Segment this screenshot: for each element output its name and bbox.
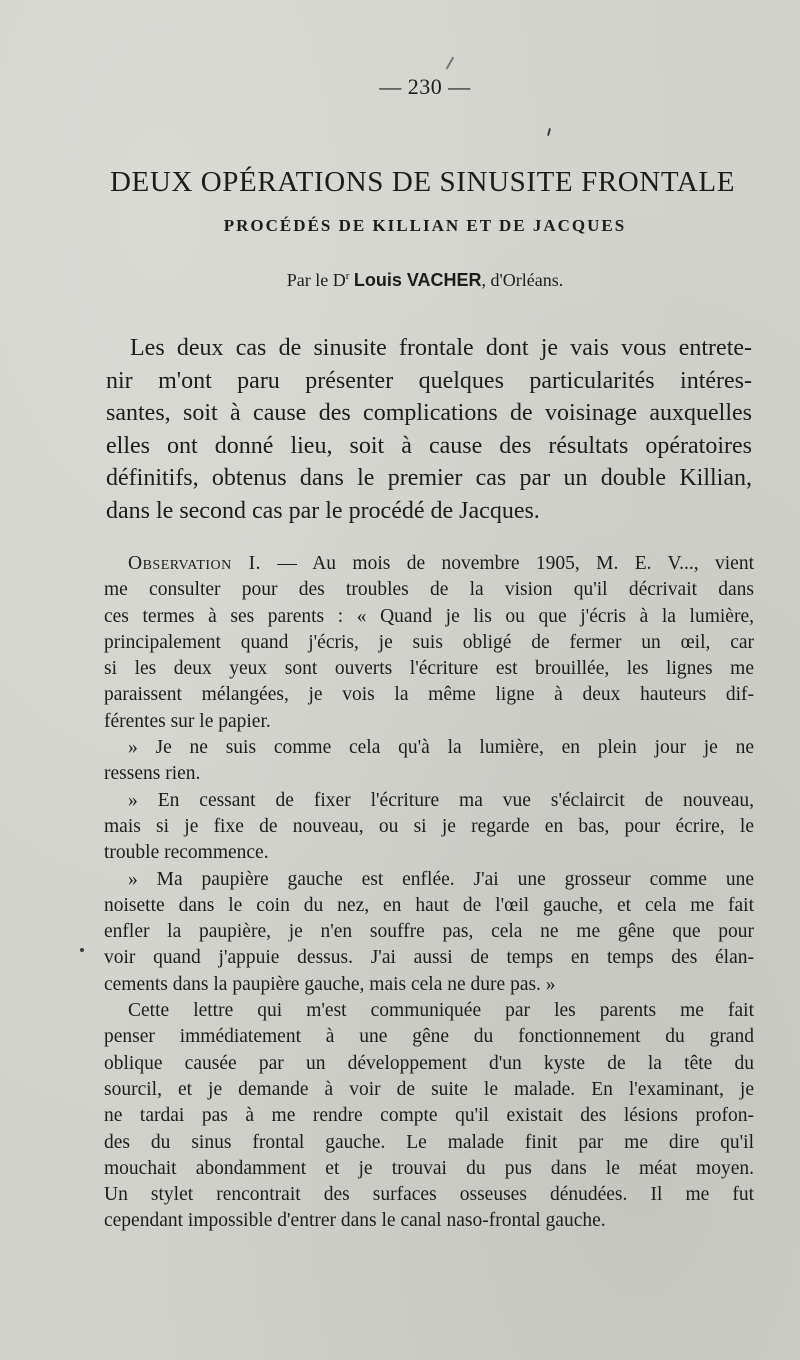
article-subtitle: PROCÉDÉS DE KILLIAN ET DE JACQUES	[223, 216, 627, 235]
text-line: cependant impossible d'entrer dans le canal naso-frontal gauche.	[104, 1210, 606, 1232]
observation-heading: Observation I.	[128, 553, 262, 574]
text-line: » En cessant de fixer l'écriture ma vue s'éclaircit de nouveau,	[128, 789, 754, 811]
text-line: férentes sur le papier.	[104, 710, 271, 732]
byline-prefix: Par le D	[286, 270, 346, 290]
text-line: penser immédiatement à une gêne du fonctionnement du grand	[104, 1026, 754, 1048]
byline-suffix: , d'Orléans.	[481, 270, 564, 290]
text-line: santes, soit à cause des complications de voisinage auxquelles	[106, 400, 752, 426]
text-line: cements dans la paupière gauche, mais cela ne dure pas. »	[104, 973, 556, 995]
text-fragment: — Au mois de novembre 1905, M. E. V..., vient	[261, 553, 754, 574]
text-line: Cette lettre qui m'est communiquée par les parents me fait	[128, 1000, 754, 1022]
article-title: DEUX OPÉRATIONS DE SINUSITE FRONTALE	[109, 166, 736, 198]
text-line: sourcil, et je demande à voir de suite le malade. En l'examinant, je	[104, 1078, 754, 1100]
author-name: Louis VACHER	[353, 270, 482, 290]
observation-first-line	[104, 551, 754, 577]
text-line: me consulter pour des troubles de la vision qu'il décrivait dans	[104, 579, 754, 601]
introduction-paragraph	[106, 332, 752, 527]
text-line: paraissent mélangées, je vois la même ligne à deux hauteurs dif-	[104, 684, 754, 706]
text-line: oblique causée par un développement d'un kyste de la tête du	[104, 1052, 754, 1074]
text-line: Les deux cas de sinusite frontale dont je vais vous entrete-	[130, 335, 752, 361]
text-line: ne tardai pas à me rendre compte qu'il existait des lésions profon-	[104, 1105, 754, 1127]
text-line: voir quand j'appuie dessus. J'ai aussi de temps en temps des élan-	[104, 947, 754, 969]
ink-speck	[446, 56, 455, 69]
ink-speck	[80, 948, 84, 952]
text-line: mouchait abondamment et je trouvai du pus dans le méat moyen.	[104, 1157, 754, 1179]
observation-section	[104, 551, 754, 1235]
author-byline	[0, 270, 800, 291]
text-line: elles ont donné lieu, soit à cause des résultats opératoires	[106, 432, 752, 459]
text-line: dans le second cas par le procédé de Jacques.	[106, 497, 540, 524]
text-line: mais si je fixe de nouveau, ou si je regarde en bas, pour écrire, le	[104, 815, 754, 837]
text-line: ressens rien.	[104, 763, 201, 785]
text-line: ces termes à ses parents : « Quand je lis ou que j'écris à la lumière,	[104, 605, 754, 627]
text-line: si les deux yeux sont ouverts l'écriture est brouillée, les lignes me	[104, 658, 754, 680]
text-line: nir m'ont paru présenter quelques particularités intéres-	[106, 367, 752, 394]
byline-prefix-sup: r	[345, 270, 350, 282]
page-number: — 230 —	[379, 74, 471, 99]
ink-speck	[547, 128, 551, 136]
text-line: définitifs, obtenus dans le premier cas par un double Killian,	[106, 465, 752, 491]
text-line: principalement quand j'écris, je suis obligé de fermer un œil, car	[104, 631, 754, 653]
text-line: noisette dans le coin du nez, en haut de l'œil gauche, et cela me fait	[104, 894, 754, 916]
text-line: trouble recommence.	[104, 842, 269, 864]
text-line: enfler la paupière, je n'en souffre pas, cela ne me gêne que pour	[104, 921, 754, 943]
text-line: » Ma paupière gauche est enflée. J'ai une grosseur comme une	[128, 868, 754, 890]
text-line: » Je ne suis comme cela qu'à la lumière, en plein jour je ne	[128, 737, 754, 759]
text-line: des du sinus frontal gauche. Le malade finit par me dire qu'il	[104, 1131, 754, 1153]
text-line: Un stylet rencontrait des surfaces osseuses dénudées. Il me fut	[104, 1184, 754, 1206]
